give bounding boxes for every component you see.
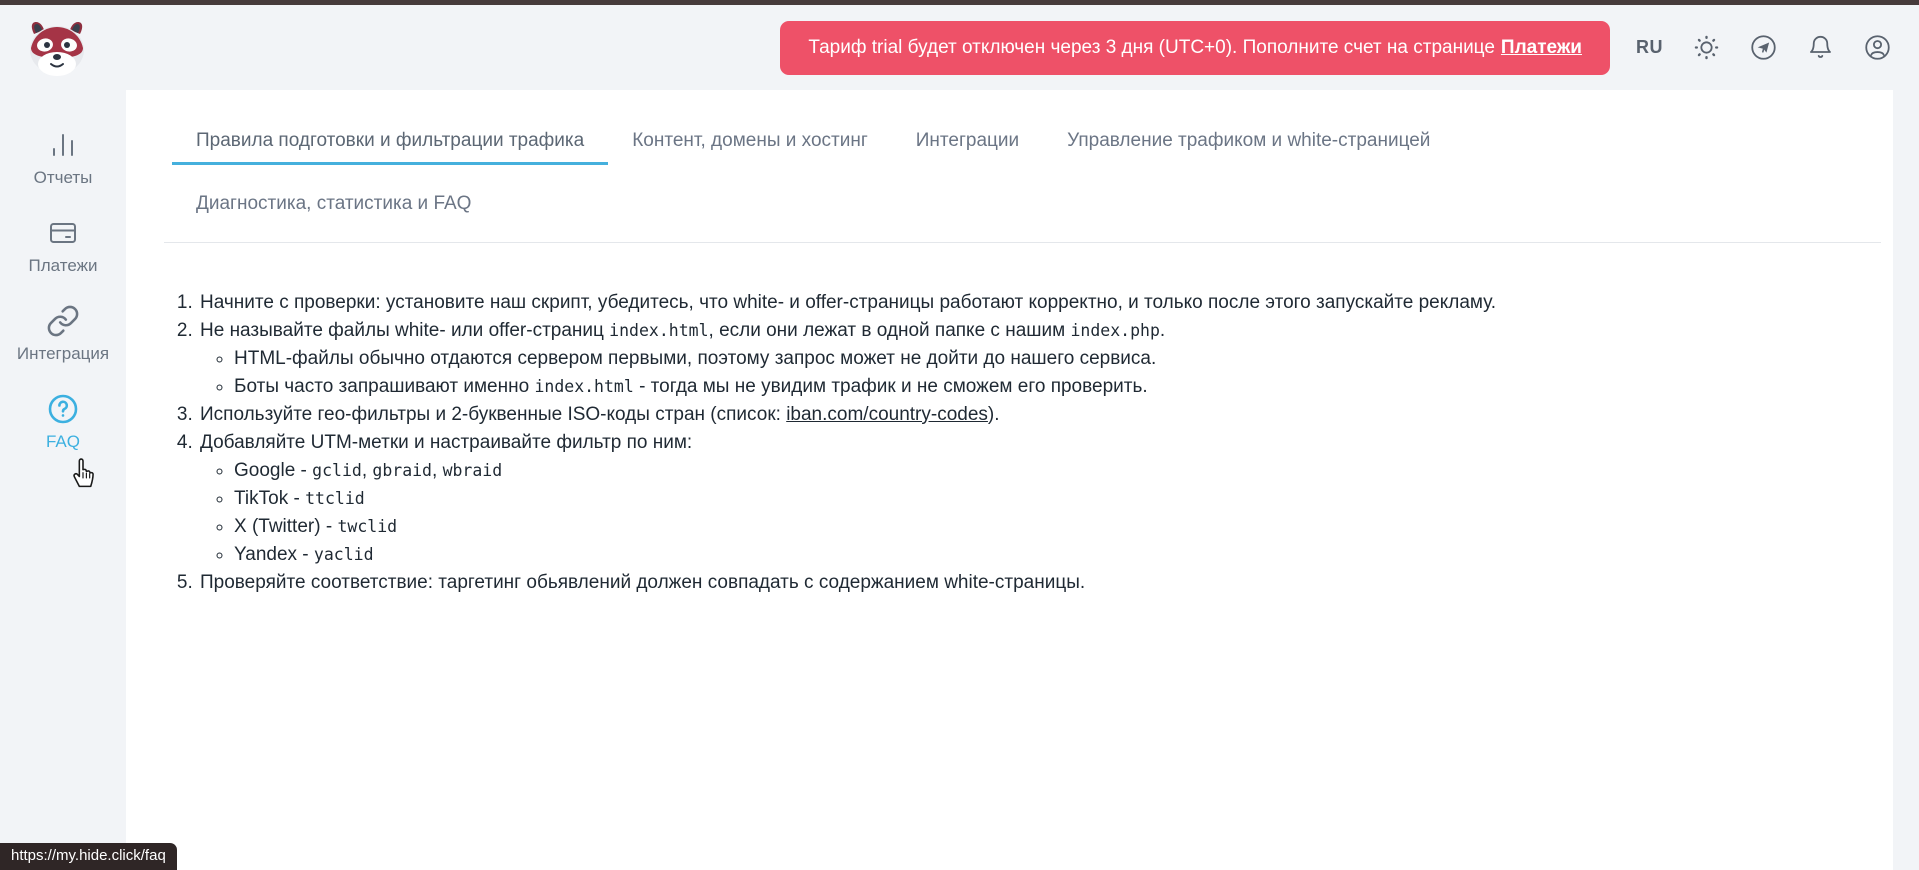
inline-code: gbraid [372, 461, 432, 480]
faq-tabs [126, 130, 1893, 228]
inline-code: index.html [609, 321, 709, 340]
list-text: Добавляйте UTM-метки и настраивайте фильтр по ним: [200, 432, 693, 453]
question-circle-icon [46, 392, 80, 426]
list-item [198, 569, 1893, 597]
sidebar-item-reports[interactable] [34, 128, 93, 188]
list-text: - тогда мы не увидим трафик и не сможем его проверить. [633, 376, 1148, 397]
sub-list-item [234, 457, 1893, 485]
link-icon [46, 304, 80, 338]
country-codes-link[interactable]: iban.com/country-codes [786, 404, 988, 425]
list-text: Проверяйте соответствие: таргетинг обьявлений должен совпадать с содержанием white-страницы. [200, 572, 1086, 593]
banner-payments-link[interactable]: Платежи [1500, 36, 1582, 58]
logo[interactable] [24, 18, 90, 78]
link-url-statusbar: https://my.hide.click/faq [0, 843, 177, 870]
tab-traffic-management[interactable]: Управление трафиком и white-страницей [1067, 130, 1431, 151]
list-item [198, 429, 1893, 569]
inline-code: gclid [312, 461, 362, 480]
list-text: TikTok - [234, 488, 306, 509]
list-text: . [1159, 320, 1166, 341]
sub-list-item [234, 485, 1893, 513]
main-panel [126, 90, 1893, 870]
list-text: Боты часто запрашивают именно [234, 376, 535, 397]
tabs-divider [164, 242, 1881, 243]
sub-list-item [234, 373, 1893, 401]
list-item [198, 317, 1893, 401]
sub-list [200, 345, 1893, 401]
list-text: Не называйте файлы white- или offer-страниц [200, 320, 610, 341]
list-text: Yandex - [234, 544, 314, 565]
telegram-icon[interactable] [1750, 34, 1777, 61]
list-item [198, 401, 1893, 429]
tab-traffic-rules[interactable]: Правила подготовки и фильтрации трафика [172, 130, 608, 165]
header [0, 5, 1919, 90]
inline-code: index.php [1070, 321, 1160, 340]
list-text: , [432, 460, 443, 481]
sub-list [200, 457, 1893, 569]
bar-chart-icon [46, 128, 80, 162]
sidebar-item-payments[interactable] [29, 216, 98, 276]
account-icon[interactable] [1864, 34, 1891, 61]
sidebar-item-faq[interactable] [46, 392, 80, 452]
sub-list-item [234, 345, 1893, 373]
tab-integrations[interactable]: Интеграции [915, 130, 1020, 151]
list-text: HTML-файлы обычно отдаются сервером первыми, поэтому запрос может не дойти до нашего сервиса. [234, 348, 1157, 369]
credit-card-icon [46, 216, 80, 250]
list-text: , если они лежат в одной папке с нашим [708, 320, 1071, 341]
language-switcher[interactable]: RU [1636, 37, 1663, 57]
sidebar-item-label: Отчеты [33, 168, 93, 187]
list-text: , [361, 460, 373, 481]
sidebar-item-label: Платежи [28, 256, 98, 275]
notifications-bell-icon[interactable] [1807, 34, 1834, 61]
list-text: Начните с проверки: установите наш скрипт, убедитесь, что white- и offer-страницы работают корректно, и только после этого запускайте рекламу. [200, 292, 1497, 313]
header-actions [1636, 34, 1891, 61]
list-text: Google - [234, 460, 313, 481]
sidebar [0, 90, 126, 870]
page-body [0, 90, 1919, 870]
sidebar-item-label: FAQ [45, 432, 80, 451]
banner-text: Тариф trial будет отключен через 3 дня (UTC+0). Пополните счет на странице [808, 36, 1495, 58]
list-item [198, 289, 1893, 317]
inline-code: index.html [534, 377, 634, 396]
faq-list [126, 289, 1893, 597]
list-text: Используйте гео-фильтры и 2-буквенные ISO-коды стран (список: [200, 404, 787, 425]
app-root [0, 5, 1919, 870]
sidebar-item-integration[interactable] [17, 304, 109, 364]
list-text: X (Twitter) - [234, 516, 338, 537]
inline-code: twclid [337, 517, 398, 536]
sidebar-item-label: Интеграция [16, 344, 110, 363]
inline-code: wbraid [442, 461, 503, 480]
sub-list-item [234, 513, 1893, 541]
inline-code: yaclid [313, 545, 374, 564]
trial-warning-banner[interactable] [780, 21, 1610, 75]
tab-diagnostics-stats-faq[interactable]: Диагностика, статистика и FAQ [196, 193, 472, 214]
sub-list-item [234, 541, 1893, 569]
theme-sun-icon[interactable] [1693, 34, 1720, 61]
inline-code: ttclid [305, 489, 365, 508]
list-text: ). [987, 404, 1000, 425]
tab-content-domains-hosting[interactable]: Контент, домены и хостинг [632, 130, 868, 151]
